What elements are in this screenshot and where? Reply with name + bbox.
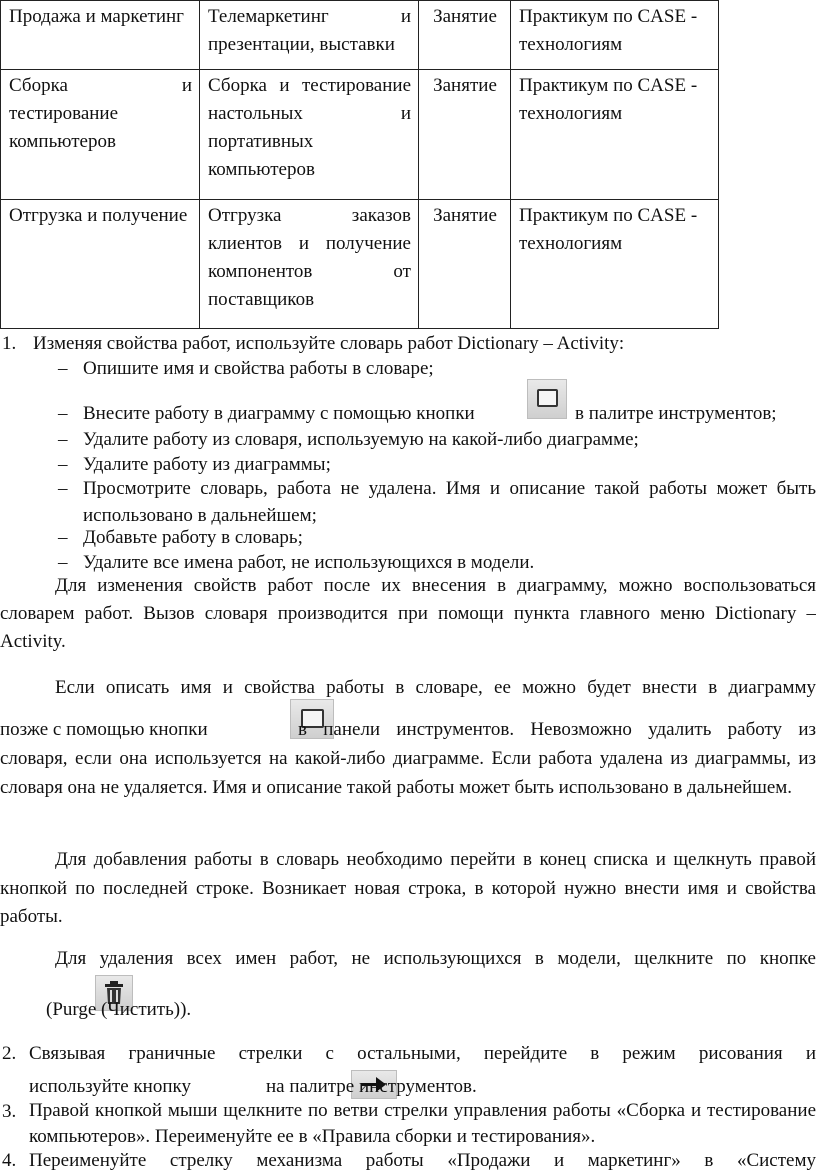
list-item-text: Удалите работу из диаграммы; <box>83 454 331 475</box>
list-item <box>0 475 816 531</box>
table-cell: Продажа и маркетинг <box>1 1 200 70</box>
list-item-text: Просмотрите словарь, работа не удалена. Имя и описание такой работы может быть использовано в дальнейшем; <box>83 478 816 526</box>
list-item-text: Переименуйте стрелку механизма работы «Продажи и маркетинг» в «Систему <box>29 1150 816 1171</box>
paragraph-line: Если описать имя и свойства работы в словаре, ее можно будет внести в диаграмму <box>55 677 816 698</box>
table-cell: Практикум по CASE - технологиям <box>511 200 719 329</box>
table-cell: Занятие <box>419 200 511 329</box>
paragraph: словаря, если она используется на какой-либо диаграмме. Если работа удалена из диаграммы, из словаря она не удаляется. Имя и описание такой работы может быть использовано в дальнейшем. <box>0 748 816 798</box>
activity-box-tool-icon[interactable] <box>527 379 567 419</box>
list-item-text: в палитре инструментов; <box>575 403 777 424</box>
list-item-text: Изменяя свойства работ, используйте словарь работ Dictionary – Activity: <box>33 333 625 354</box>
activities-table <box>0 0 719 329</box>
list-item-text: на палитре инструментов. <box>266 1076 477 1097</box>
table-cell: Занятие <box>419 1 511 70</box>
paragraph: Для изменения свойств работ после их внесения в диаграмму, можно воспользоваться словарем работ. Вызов словаря производится при помощи пункта главного меню Dictionary – Activity. <box>0 575 816 652</box>
paragraph-fragment: (Purge (Чистить)). <box>46 999 192 1020</box>
dash-marker: – <box>58 358 68 379</box>
list-item-text: Удалите все имена работ, не использующихся в модели. <box>83 552 535 573</box>
list-number: 2. <box>2 1043 17 1064</box>
table-cell: Сборка и тестирование компьютеров <box>1 70 200 200</box>
table-row <box>1 1 719 70</box>
table-row <box>1 200 719 329</box>
list-number: 4. <box>2 1150 17 1171</box>
list-item-text: Правой кнопкой мыши щелкните по ветви стрелки управления работы «Сборка и тестирование компьютеров». Переименуйте ее в «Правила сборки и тестирования». <box>29 1100 816 1147</box>
paragraph: Для добавления работы в словарь необходимо перейти в конец списка и щелкнуть правой кнопкой по последней строке. Возникает новая строка, в которой нужно внести имя и свойства работы. <box>0 849 816 927</box>
table-cell: Практикум по CASE - технологиям <box>511 70 719 200</box>
paragraph-fragment: в панели инструментов. Невозможно удалить работу из <box>298 719 816 740</box>
table-cell: Практикум по CASE - технологиям <box>511 1 719 70</box>
dash-marker: – <box>58 478 68 499</box>
dash-marker: – <box>58 429 68 450</box>
list-item <box>0 426 816 454</box>
list-item-text: Связывая граничные стрелки с остальными, перейдите в режим рисования и <box>29 1043 816 1064</box>
dash-marker: – <box>58 552 68 573</box>
paragraph-line: Для удаления всех имен работ, не использующихся в модели, щелкните по кнопке <box>55 948 816 969</box>
table-cell: Отгрузка и получение <box>1 200 200 329</box>
list-item-text: Удалите работу из словаря, используемую на какой-либо диаграмме; <box>83 429 639 450</box>
table-row <box>1 70 719 200</box>
list-item <box>0 355 816 383</box>
list-item-text: используйте кнопку <box>29 1076 191 1097</box>
list-number: 1. <box>2 333 17 354</box>
list-item-text: Добавьте работу в словарь; <box>83 527 303 548</box>
list-item-text: Внесите работу в диаграмму с помощью кнопки <box>83 403 475 424</box>
table-cell: Телемаркетинг и презентации, выставки <box>200 1 419 70</box>
table-cell: Занятие <box>419 70 511 200</box>
dash-marker: – <box>58 527 68 548</box>
table-cell: Отгрузка заказов клиентов и получение компонентов от поставщиков <box>200 200 419 329</box>
list-number: 3. <box>2 1101 17 1122</box>
dash-marker: – <box>58 454 68 475</box>
list-item-text: Опишите имя и свойства работы в словаре; <box>83 358 434 379</box>
dash-marker: – <box>58 403 68 424</box>
list-item <box>0 524 816 552</box>
paragraph-fragment: позже с помощью кнопки <box>0 719 208 740</box>
table-cell: Сборка и тестирование настольных и портативных компьютеров <box>200 70 419 200</box>
